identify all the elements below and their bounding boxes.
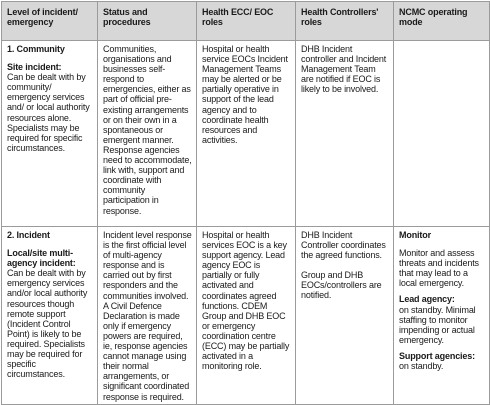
controllers-cell bbox=[296, 41, 394, 227]
header-status: Status and procedures bbox=[98, 2, 197, 41]
status-cell bbox=[98, 41, 197, 227]
header-level: Level of incident/ emergency bbox=[2, 2, 98, 41]
ecc-text: Hospital or health services EOC is a key support agency. Lead agency EOC is partially or fully activated and coordinates agreed functions. CDEM Group and DHB EOC or emergency coordination centre (ECC) may be partially activated in a monitoring role. bbox=[202, 230, 290, 372]
ecc-cell bbox=[197, 41, 296, 227]
level-subtitle: Local/site multi-agency incident: bbox=[7, 248, 76, 269]
controllers-text: DHB Incident controller and Incident Management Team are notified if EOC is likely to be involved. bbox=[301, 44, 387, 95]
ncmc-mode-title: Monitor bbox=[399, 230, 431, 240]
ecc-text: Hospital or health service EOCs Incident Management Teams may be alerted or be partially operative in support of the lead agency and to coordinate health resources and activities. bbox=[202, 44, 288, 145]
ncmc-mode-text: Monitor and assess threats and incidents that may lead to a local emergency. bbox=[399, 248, 479, 289]
controllers-text: DHB Incident Controller coordinates the agreed functions. bbox=[301, 230, 386, 261]
level-cell bbox=[2, 41, 98, 227]
controllers-cell bbox=[296, 227, 394, 405]
status-text: Incident level response is the first official level of multi-agency response and is carried out by first responders and the communities involved. A Civil Defence Declaration is made only if emergency powers are required, ie, response agencies cannot manage using their normal arrangements, or significant coordinated response is required. bbox=[103, 230, 192, 402]
header-ecc-roles: Health ECC/ EOC roles bbox=[197, 2, 296, 41]
ncmc-cell bbox=[394, 227, 490, 405]
support-agencies-label: Support agencies: bbox=[399, 350, 475, 361]
table-row bbox=[2, 227, 490, 405]
header-row bbox=[2, 2, 490, 41]
lead-agency-label: Lead agency: bbox=[399, 294, 455, 305]
table-row bbox=[2, 41, 490, 227]
emergency-levels-table bbox=[1, 1, 490, 405]
status-cell bbox=[98, 227, 197, 405]
ncmc-cell bbox=[394, 41, 490, 227]
ecc-cell bbox=[197, 227, 296, 405]
lead-agency-text: on standby. Minimal staffing to monitor impending or actual emergency. bbox=[399, 304, 476, 345]
level-description: Can be dealt with by emergency services and/or local authority resources though remote support (Incident Control Point) is likely to be required. Specialists may be required for specific circumstances. bbox=[7, 268, 88, 380]
support-agencies-text: on standby. bbox=[399, 361, 444, 372]
level-title: 1. Community bbox=[7, 44, 65, 54]
level-description: Can be dealt with by community/ emergency services and/ or local authority resources alone. Specialists may be required for specific circumstances. bbox=[7, 72, 90, 153]
level-cell bbox=[2, 227, 98, 405]
level-subtitle: Site incident: bbox=[7, 62, 62, 73]
level-title: 2. Incident bbox=[7, 230, 50, 240]
status-text: Communities, organisations and businesses self-respond to emergencies, either as part of official pre-existing arrangements or on their own in a spontaneous or emergent manner. Response agencies need to accommodate, link with, support and coordinate with community participation in response. bbox=[103, 44, 192, 216]
header-ncmc-mode: NCMC operating mode bbox=[394, 2, 490, 41]
header-controllers-roles: Health Controllers' roles bbox=[296, 2, 394, 41]
controllers-text: Group and DHB EOCs/controllers are notified. bbox=[301, 270, 382, 301]
